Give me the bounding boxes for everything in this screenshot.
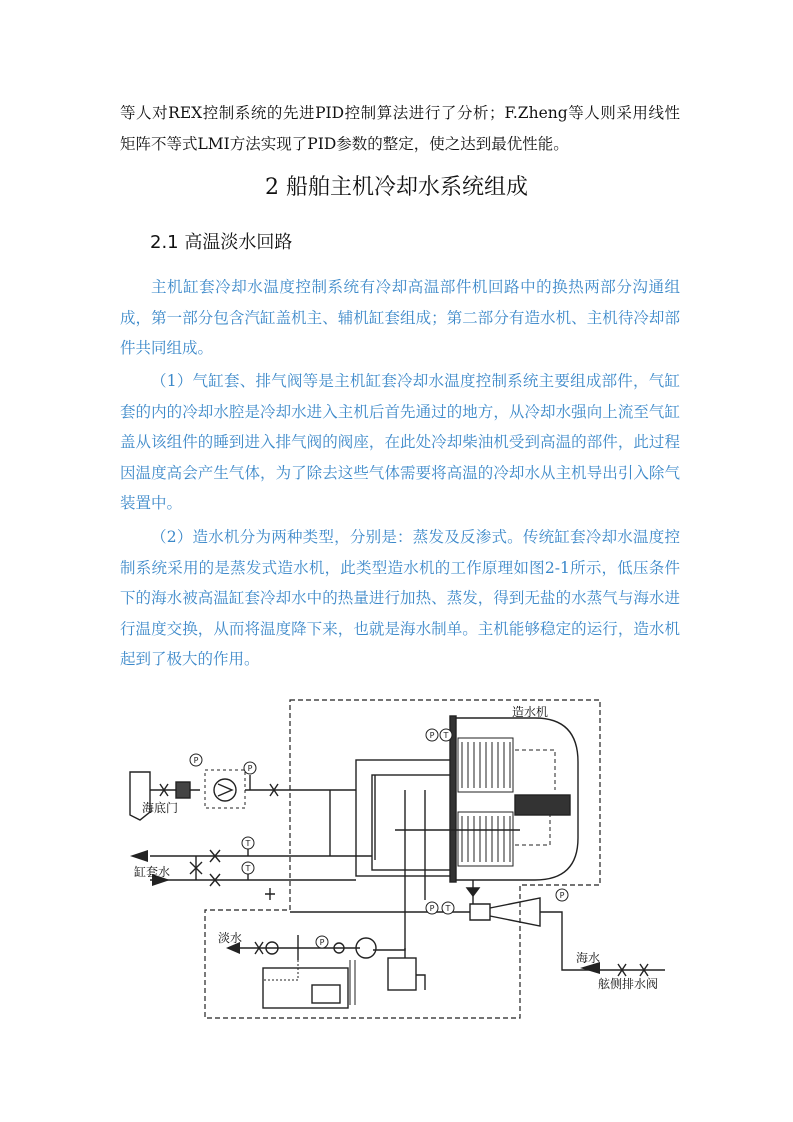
label-sea-chest: 海底门 [142, 801, 179, 815]
fwg-plate [450, 716, 456, 882]
svg-text:P: P [247, 764, 253, 773]
svg-text:T: T [245, 839, 251, 848]
svg-text:P: P [193, 756, 199, 765]
chemical-tank [388, 958, 416, 990]
paragraph-3: （2）造水机分为两种类型，分别是：蒸发及反渗式。传统缸套冷却水温度控制系统采用的是蒸发式造水机，此类型造水机的工作原理如图2-1所示，低压条件下的海水被高温缸套冷却水中的热量进行加热、蒸发，得到无盐的水蒸气与海水进行温度交换，从而将温度降下来，也就是海水制单。主机能够稳定的运行，造水机起到了极大的作用。 [120, 528, 680, 668]
label-fresh-water: 淡水 [218, 931, 243, 945]
svg-text:P: P [319, 938, 325, 947]
salinometer-panel [263, 968, 348, 1008]
paragraph-2: （1）气缸套、排气阀等是主机缸套冷却水温度控制系统主要组成部件，气缸套的内的冷却水腔是冷却水进入主机后首先通过的地方，从冷却水强向上流至气缸盖从该组件的睡到进入排气阀的阀座，在此处冷却柴油机受到高温的部件，此过程因温度高会产生气体，为了除去这些气体需要将高温的冷却水从主机导出引入除气装置中。 [120, 372, 680, 512]
paragraph-1: 主机缸套冷却水温度控制系统有冷却高温部件机回路中的换热两部分沟通组成，第一部分包含汽缸盖机主、辅机缸套组成；第二部分有造水机、主机待冷却部件共同组成。 [120, 278, 680, 357]
svg-text:P: P [429, 731, 435, 740]
label-jacket-water: 缸套水 [134, 865, 171, 879]
section-title: 2 船舶主机冷却水系统组成 [265, 175, 528, 200]
intro-paragraph: 等人对REX控制系统的先进PID控制算法进行了分析；F.Zheng等人则采用线性矩阵不等式LMI方法实现了PID参数的整定，使之达到最优性能。 [120, 104, 680, 153]
svg-text:P: P [429, 904, 435, 913]
ejector [470, 904, 490, 920]
demister [515, 795, 570, 815]
svg-text:T: T [445, 904, 451, 913]
condenser-coils [458, 738, 513, 866]
label-overboard-valve: 舷侧排水阀 [598, 977, 659, 991]
fwg-boundary [205, 700, 600, 1018]
svg-text:T: T [443, 731, 449, 740]
subsection-title: 2.1 高温淡水回路 [150, 232, 293, 253]
seawater-pump-box [205, 770, 245, 808]
svg-text:T: T [245, 864, 251, 873]
label-sea-water: 海水 [576, 951, 601, 965]
svg-text:P: P [559, 891, 565, 900]
label-fwg: 造水机 [512, 705, 549, 719]
